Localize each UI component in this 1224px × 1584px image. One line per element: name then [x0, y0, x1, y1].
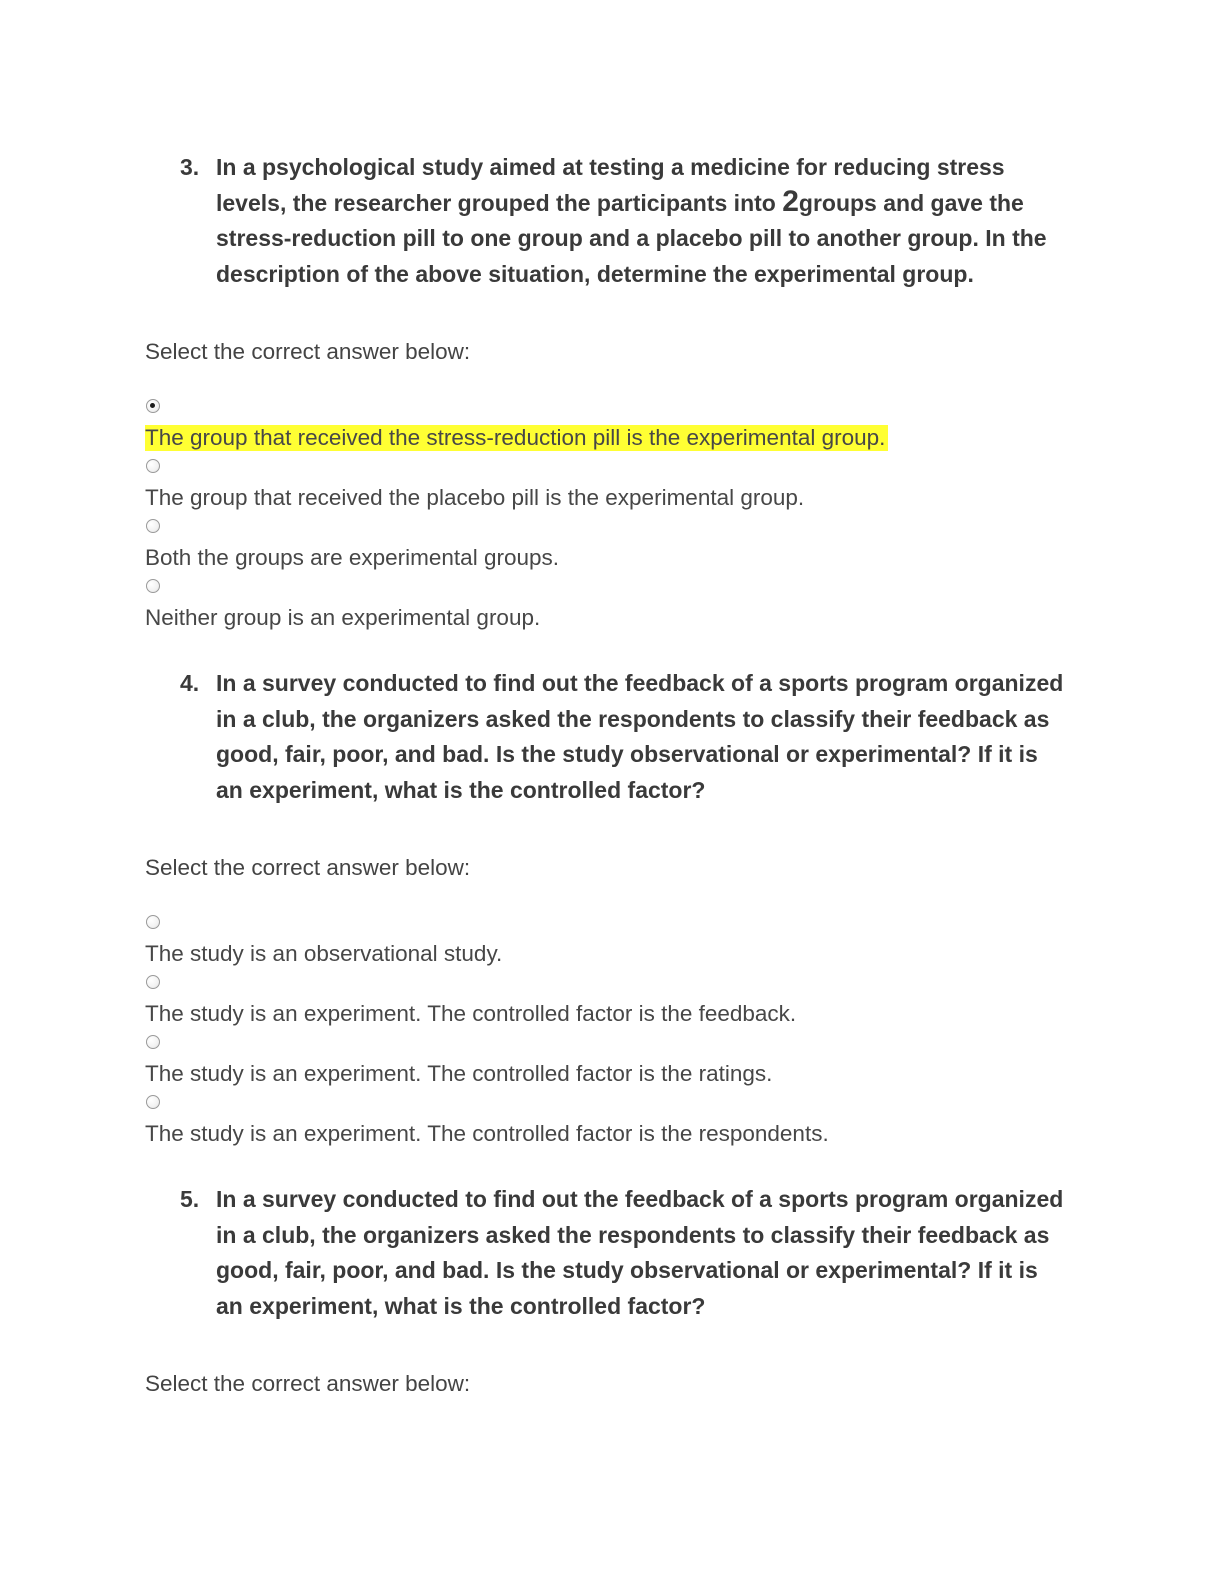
- radio-button[interactable]: [146, 915, 160, 929]
- answer-prompt: Select the correct answer below:: [145, 855, 471, 880]
- answer-prompt: Select the correct answer below:: [145, 339, 471, 364]
- question-number: 3.: [180, 154, 200, 180]
- radio-button[interactable]: [146, 579, 160, 593]
- answer-option[interactable]: The study is an experiment. The controlled factor is the feedback.: [145, 1001, 797, 1026]
- question-text: In a psychological study aimed at testing a medicine for reducing stress levels, the researcher grouped the participants into 2groups and gave the stress-reduction pill to one group and a placebo pill to another group. In the description of the above situation, determine the experimental group.: [216, 154, 1047, 287]
- question-5: [180, 1182, 1080, 1324]
- radio-button[interactable]: [146, 1095, 160, 1109]
- answer-option[interactable]: Both the groups are experimental groups.: [145, 545, 559, 570]
- answer-option[interactable]: The study is an observational study.: [145, 941, 503, 966]
- question-number: 4.: [180, 670, 200, 696]
- radio-button[interactable]: [146, 519, 160, 533]
- answer-option[interactable]: Neither group is an experimental group.: [145, 605, 541, 630]
- answer-option[interactable]: The study is an experiment. The controlled factor is the respondents.: [145, 1121, 829, 1146]
- emphasized-number: 2: [782, 184, 799, 218]
- radio-button-selected[interactable]: [146, 399, 160, 413]
- radio-button[interactable]: [146, 975, 160, 989]
- answer-option[interactable]: The group that received the stress-reduction pill is the experimental group.: [145, 425, 888, 451]
- answer-option[interactable]: The study is an experiment. The controlled factor is the ratings.: [145, 1061, 773, 1086]
- question-3: [180, 150, 1080, 292]
- question-text: In a survey conducted to find out the feedback of a sports program organized in a club, the organizers asked the respondents to classify their feedback as good, fair, poor, and bad. Is the study observational or experimental? If it is an experiment, what is the controlled factor?: [216, 670, 1064, 803]
- question-4: [180, 666, 1080, 808]
- answer-option[interactable]: The group that received the placebo pill is the experimental group.: [145, 485, 805, 510]
- radio-button[interactable]: [146, 1035, 160, 1049]
- answer-prompt: Select the correct answer below:: [145, 1371, 471, 1396]
- question-text: In a survey conducted to find out the feedback of a sports program organized in a club, the organizers asked the respondents to classify their feedback as good, fair, poor, and bad. Is the study observational or experimental? If it is an experiment, what is the controlled factor?: [216, 1186, 1064, 1319]
- radio-button[interactable]: [146, 459, 160, 473]
- question-number: 5.: [180, 1186, 200, 1212]
